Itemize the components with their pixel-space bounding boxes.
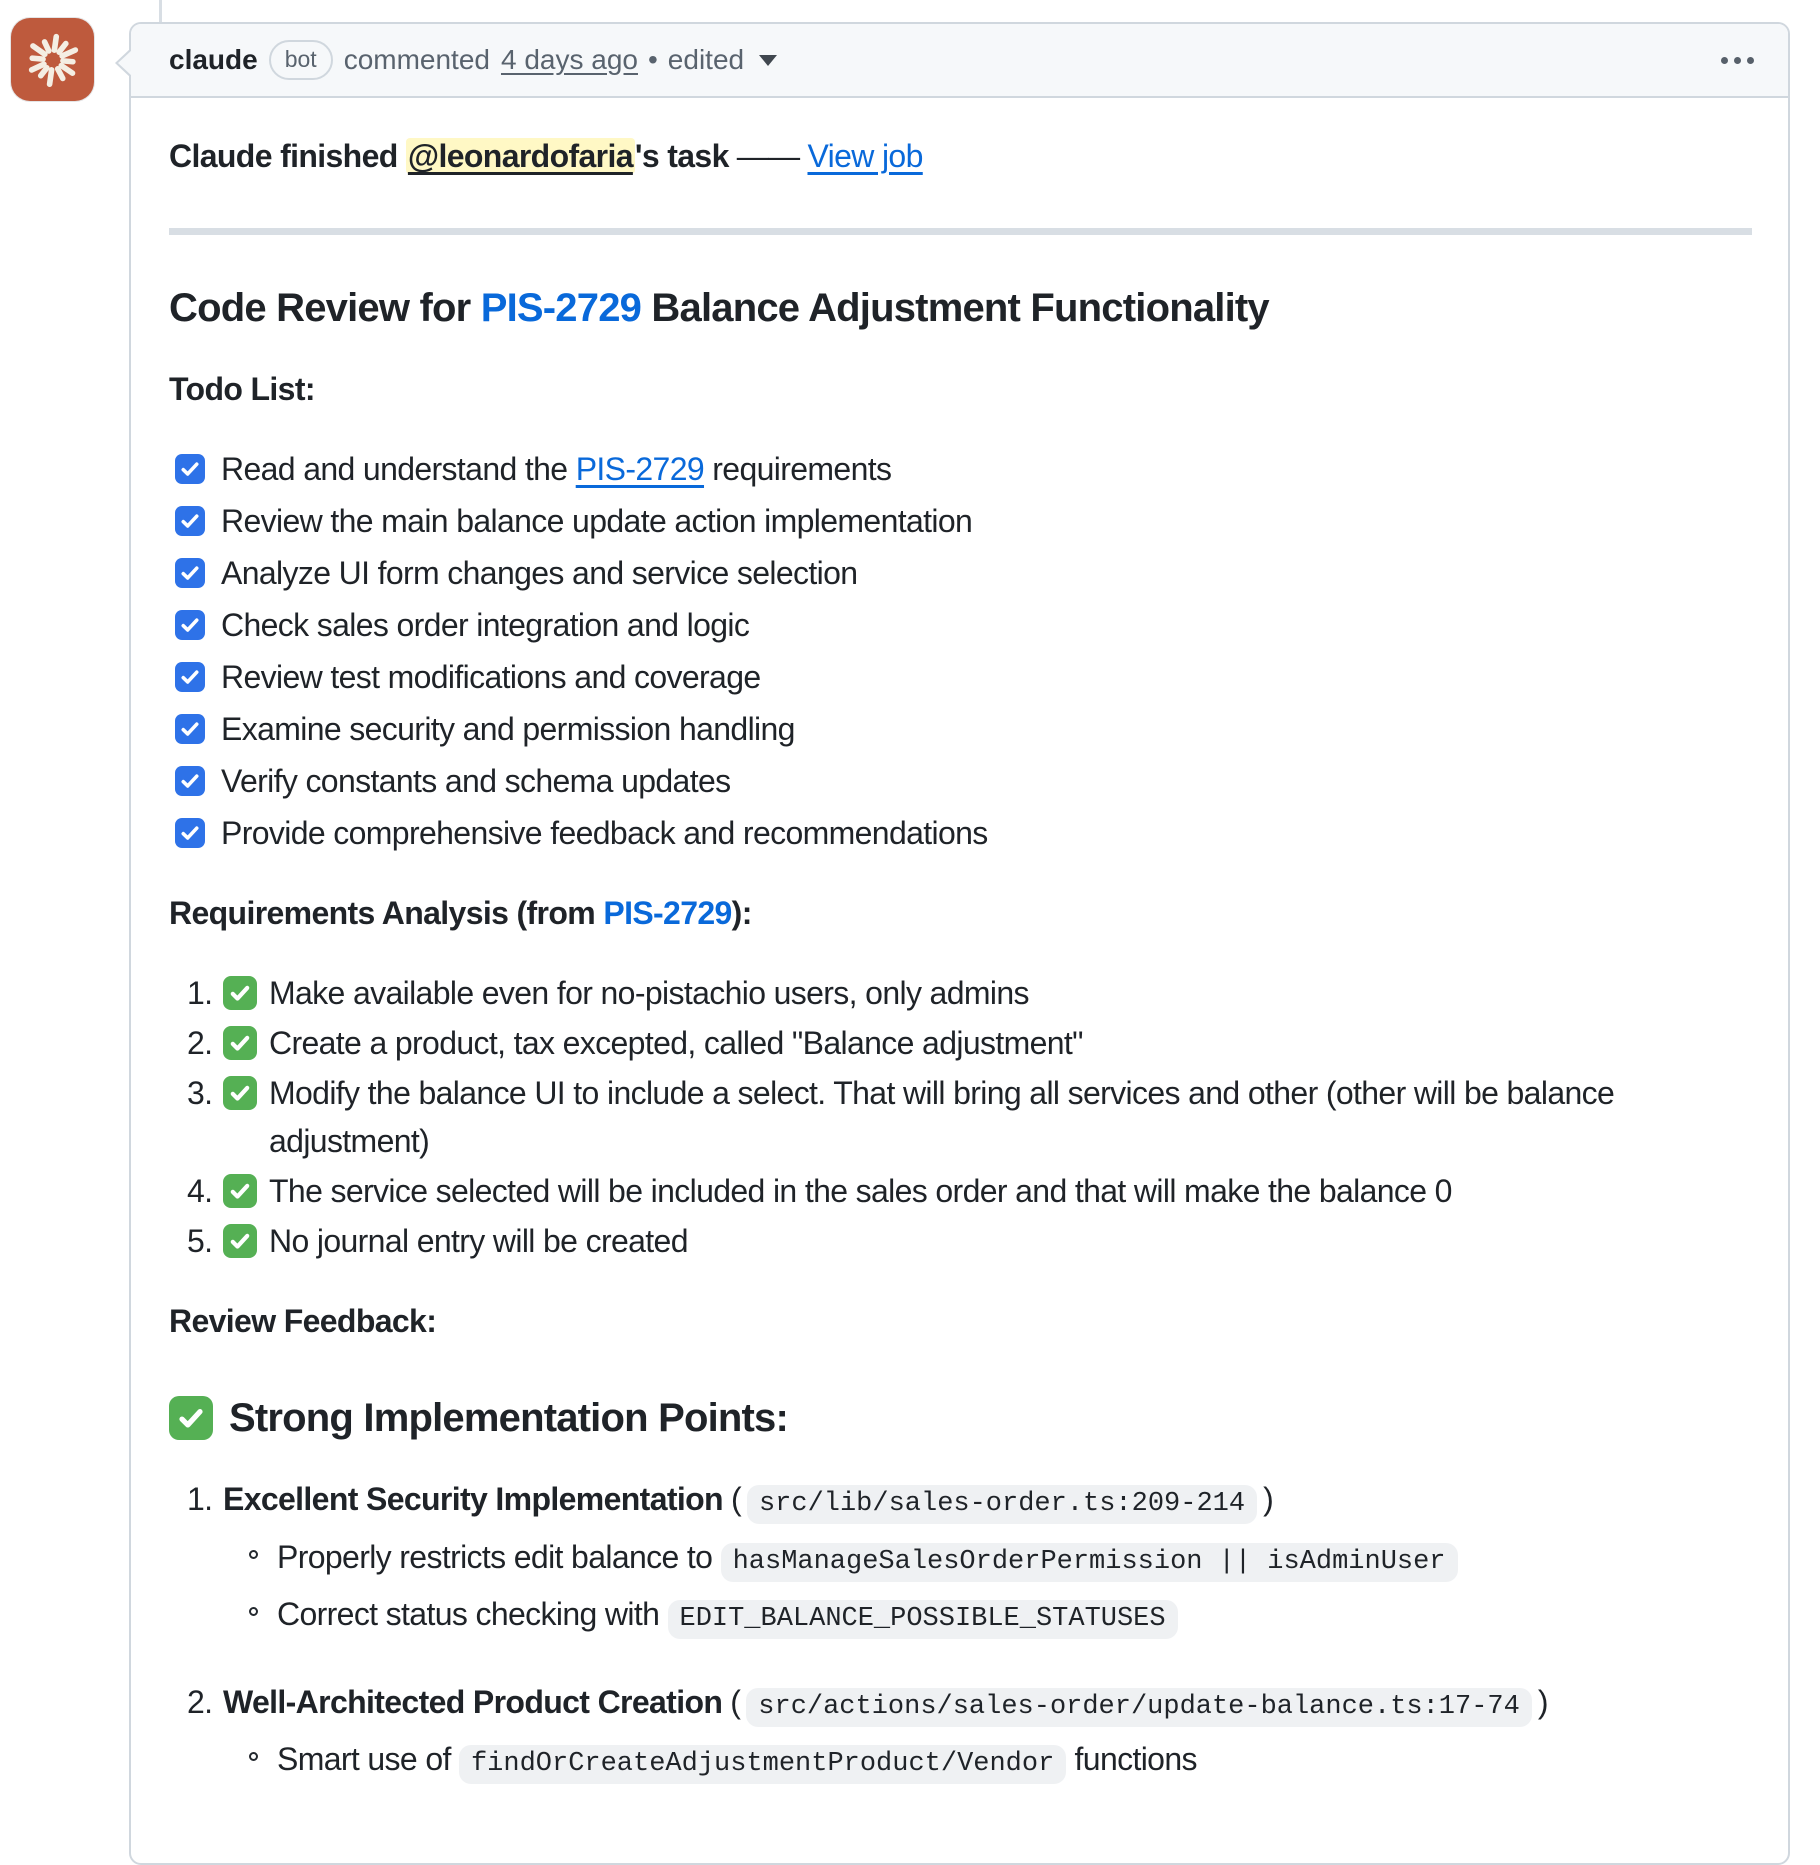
todo-item [175, 549, 1752, 597]
todo-item-text: Check sales order integration and logic [221, 607, 750, 643]
requirement-item [187, 1217, 1752, 1265]
white-check-mark-emoji [169, 1396, 213, 1440]
bot-badge: bot [269, 40, 333, 80]
commented-label: commented [343, 44, 490, 75]
timestamp-link[interactable]: 4 days ago [500, 44, 638, 75]
mention-link[interactable]: @leonardofaria [407, 138, 633, 174]
edit-history-dropdown-button[interactable] [755, 55, 777, 66]
todo-item-text: Read and understand the PIS-2729 requirements [221, 451, 892, 487]
list-number: 2. [187, 1683, 213, 1720]
comment-header [131, 24, 1788, 98]
check-icon [228, 1229, 252, 1253]
comment-body [131, 98, 1788, 1863]
separator-dot: • [647, 44, 658, 75]
circle-bullet-icon [249, 1607, 258, 1616]
paren-open: ( [730, 1481, 741, 1517]
kebab-menu-button[interactable] [1717, 47, 1758, 74]
check-icon [228, 981, 252, 1005]
code-span: src/lib/sales-order.ts:209-214 [747, 1485, 1257, 1524]
strong-points-heading-text: Strong Implementation Points: [229, 1396, 789, 1440]
code-span: EDIT_BALANCE_POSSIBLE_STATUSES [668, 1600, 1178, 1639]
strong-point-sub-list [187, 1735, 1752, 1785]
checked-checkbox[interactable] [175, 506, 205, 536]
todo-item [175, 757, 1752, 805]
strong-point-item [187, 1475, 1752, 1640]
paren-open: ( [730, 1683, 741, 1720]
todo-item-text: Provide comprehensive feedback and recommendations [221, 815, 988, 851]
sub-bullet-text: Correct status checking with EDIT_BALANCE_POSSIBLE_STATUSES [277, 1590, 1178, 1640]
comment-header-meta [169, 40, 777, 80]
checked-checkbox[interactable] [175, 610, 205, 640]
requirements-heading-prefix: Requirements Analysis (from [169, 895, 604, 931]
code-span: hasManageSalesOrderPermission || isAdminUser [721, 1543, 1458, 1582]
list-number: 1. [187, 1481, 213, 1517]
todo-item-text: Analyze UI form changes and service selection [221, 555, 858, 591]
check-icon [179, 510, 201, 532]
circle-bullet-icon [249, 1752, 258, 1761]
requirements-heading [169, 889, 1752, 937]
checked-checkbox[interactable] [175, 714, 205, 744]
dash-separator: —— [736, 138, 800, 174]
list-number: 4. [187, 1173, 213, 1209]
sub-bullet-text: Properly restricts edit balance to hasManageSalesOrderPermission || isAdminUser [277, 1533, 1458, 1583]
ticket-link[interactable]: PIS-2729 [603, 895, 732, 931]
list-number: 5. [187, 1223, 213, 1259]
code-span: findOrCreateAdjustmentProduct/Vendor [459, 1745, 1066, 1784]
check-icon [228, 1179, 252, 1203]
sub-bullet-text: Smart use of findOrCreateAdjustmentProduct/Vendor functions [277, 1735, 1197, 1785]
requirement-text: No journal entry will be created [269, 1223, 688, 1259]
divider [169, 228, 1752, 235]
check-icon [179, 666, 201, 688]
strong-point-title: Well-Architected Product Creation [223, 1683, 723, 1720]
claude-starburst-icon [24, 31, 82, 89]
sub-bullet-item [249, 1735, 1752, 1785]
view-job-link[interactable]: View job [807, 138, 923, 174]
intro-line [169, 132, 1752, 180]
todo-item [175, 445, 1752, 493]
white-check-mark-emoji [223, 1026, 257, 1060]
todo-heading: Todo List: [169, 371, 315, 407]
todo-item [175, 705, 1752, 753]
check-icon [228, 1081, 252, 1105]
list-number: 2. [187, 1025, 213, 1061]
todo-item-text: Verify constants and schema updates [221, 763, 731, 799]
review-feedback-heading: Review Feedback: [169, 1303, 437, 1339]
strong-point-title: Excellent Security Implementation [223, 1481, 723, 1517]
list-number: 3. [187, 1075, 213, 1111]
todo-item [175, 601, 1752, 649]
requirement-item [187, 1167, 1752, 1215]
todo-list [169, 445, 1752, 857]
ticket-link[interactable]: PIS-2729 [480, 286, 642, 330]
todo-item-text: Review test modifications and coverage [221, 659, 761, 695]
requirement-item [187, 969, 1752, 1017]
requirement-text: The service selected will be included in the sales order and that will make the balance 0 [269, 1173, 1452, 1209]
white-check-mark-emoji [223, 1076, 257, 1110]
check-icon [228, 1031, 252, 1055]
paren-close: ) [1537, 1683, 1548, 1720]
requirement-text: Make available even for no-pistachio users, only admins [269, 975, 1029, 1011]
review-title [169, 283, 1752, 333]
intro-prefix: Claude finished [169, 138, 406, 174]
author-name-link[interactable]: claude [169, 44, 258, 75]
todo-item [175, 497, 1752, 545]
review-title-prefix: Code Review for [169, 286, 481, 330]
paren-close: ) [1263, 1481, 1274, 1517]
todo-item [175, 809, 1752, 857]
intro-suffix: 's task [634, 138, 729, 174]
requirement-text: Create a product, tax excepted, called "Balance adjustment" [269, 1025, 1083, 1061]
triangle-down-icon [759, 55, 777, 66]
check-icon [179, 562, 201, 584]
code-span: src/actions/sales-order/update-balance.ts:17-74 [746, 1688, 1532, 1727]
ticket-link[interactable]: PIS-2729 [575, 451, 705, 487]
strong-points-heading [169, 1393, 1752, 1443]
strong-point-heading [187, 1678, 1752, 1728]
kebab-horizontal-icon [1721, 57, 1728, 64]
requirement-item [187, 1069, 1752, 1165]
strong-point-sub-list [187, 1533, 1752, 1640]
check-icon [179, 822, 201, 844]
checked-checkbox[interactable] [175, 818, 205, 848]
sub-bullet-item [249, 1533, 1752, 1583]
strong-points-list [169, 1475, 1752, 1785]
review-title-suffix: Balance Adjustment Functionality [641, 286, 1269, 330]
check-icon [179, 718, 201, 740]
checked-checkbox[interactable] [175, 558, 205, 588]
list-number: 1. [187, 975, 213, 1011]
checked-checkbox[interactable] [175, 454, 205, 484]
todo-item [175, 653, 1752, 701]
comment-container [129, 22, 1790, 1865]
sub-bullet-item [249, 1590, 1752, 1640]
strong-point-heading [187, 1475, 1752, 1525]
strong-point-item [187, 1678, 1752, 1785]
white-check-mark-emoji [223, 976, 257, 1010]
white-check-mark-emoji [223, 1224, 257, 1258]
requirement-text: Modify the balance UI to include a select. That will bring all services and other (other will be balance adjustment) [269, 1075, 1615, 1159]
checked-checkbox[interactable] [175, 662, 205, 692]
todo-item-text: Examine security and permission handling [221, 711, 795, 747]
checked-checkbox[interactable] [175, 766, 205, 796]
timeline-thread-line [159, 0, 162, 24]
circle-bullet-icon [249, 1550, 258, 1559]
claude-avatar[interactable] [11, 18, 94, 101]
check-icon [176, 1403, 206, 1433]
check-icon [179, 770, 201, 792]
requirement-item [187, 1019, 1752, 1067]
todo-item-text: Review the main balance update action implementation [221, 503, 973, 539]
check-icon [179, 458, 201, 480]
requirements-heading-suffix: ): [731, 895, 752, 931]
edited-label: edited [667, 44, 745, 75]
white-check-mark-emoji [223, 1174, 257, 1208]
comment-caret [115, 48, 131, 78]
check-icon [179, 614, 201, 636]
requirements-list [169, 969, 1752, 1265]
